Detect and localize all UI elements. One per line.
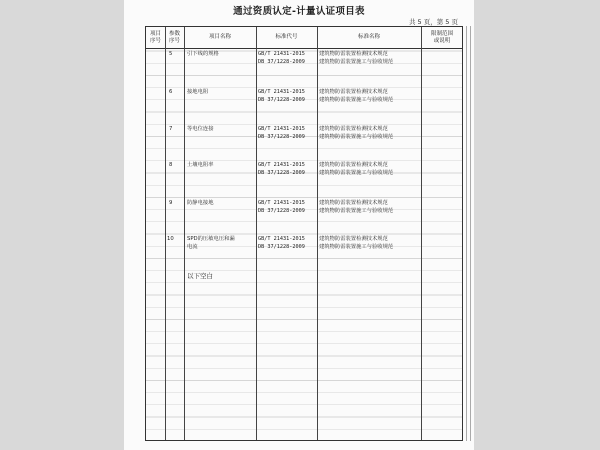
row-std-name: 建筑物防雷装置施工与验收规范 [319, 97, 394, 103]
row-param-no: 9 [169, 200, 173, 206]
table-header [146, 27, 462, 49]
row-std-code: DB 37/1228-2009 [258, 170, 305, 176]
row-std-code: DB 37/1228-2009 [258, 134, 305, 140]
certification-table [145, 26, 463, 441]
header-param-no: 参数 序号 [168, 30, 180, 44]
row-item-name: SPD的压敏电压和漏 [187, 236, 235, 242]
page-counter: 共 5 页，第 5 页 [408, 18, 458, 26]
row-std-code: DB 37/1228-2009 [258, 59, 305, 65]
row-item-name-cont: 电流 [187, 244, 198, 250]
row-param-no: 6 [169, 89, 173, 95]
column-divider [165, 27, 166, 440]
header-item-name: 项目名称 [208, 34, 231, 40]
end-note: 以下空白 [187, 272, 213, 280]
header-item-no: 项目 序号 [149, 30, 161, 44]
column-divider [256, 27, 257, 440]
column-divider [317, 27, 318, 440]
row-std-name: 建筑物防雷装置施工与验收规范 [319, 59, 394, 65]
row-std-name: 建筑物防雷装置施工与验收规范 [319, 208, 394, 214]
row-std-name: 建筑物防雷装置检测技术规范 [319, 162, 388, 168]
row-std-name: 建筑物防雷装置检测技术规范 [319, 236, 388, 242]
row-param-no: 10 [167, 236, 174, 242]
row-std-code: DB 37/1228-2009 [258, 244, 305, 250]
row-std-code: GB/T 21431-2015 [258, 162, 305, 168]
row-std-name: 建筑物防雷装置检测技术规范 [319, 89, 388, 95]
row-std-code: GB/T 21431-2015 [258, 51, 305, 57]
page-binding-edge [466, 26, 471, 441]
row-param-no: 7 [169, 126, 173, 132]
row-std-code: GB/T 21431-2015 [258, 200, 305, 206]
row-std-name: 建筑物防雷装置施工与验收规范 [319, 134, 394, 140]
row-std-code: GB/T 21431-2015 [258, 236, 305, 242]
row-std-code: GB/T 21431-2015 [258, 126, 305, 132]
row-std-code: DB 37/1228-2009 [258, 97, 305, 103]
row-item-name: 接地电阻 [187, 89, 209, 95]
row-item-name: 引下线的规格 [187, 51, 219, 57]
header-std-name: 标准名称 [357, 34, 380, 40]
header-std-code: 标准代号 [275, 34, 298, 40]
row-std-name: 建筑物防雷装置施工与验收规范 [319, 244, 394, 250]
header-limit: 限制范围 或说明 [430, 30, 453, 44]
row-std-code: DB 37/1228-2009 [258, 208, 305, 214]
row-item-name: 土壤电阻率 [187, 162, 214, 168]
column-divider [421, 27, 422, 440]
row-item-name: 防静电接地 [187, 200, 214, 206]
row-param-no: 8 [169, 162, 173, 168]
row-std-name: 建筑物防雷装置施工与验收规范 [319, 170, 394, 176]
row-std-name: 建筑物防雷装置检测技术规范 [319, 51, 388, 57]
row-param-no: 5 [169, 51, 173, 57]
document-title: 通过资质认定-计量认证项目表 [233, 6, 365, 17]
document-page [124, 0, 474, 450]
row-std-name: 建筑物防雷装置检测技术规范 [319, 126, 388, 132]
row-item-name: 等电位连接 [187, 126, 214, 132]
column-divider [184, 27, 185, 440]
row-std-code: GB/T 21431-2015 [258, 89, 305, 95]
row-std-name: 建筑物防雷装置检测技术规范 [319, 200, 388, 206]
